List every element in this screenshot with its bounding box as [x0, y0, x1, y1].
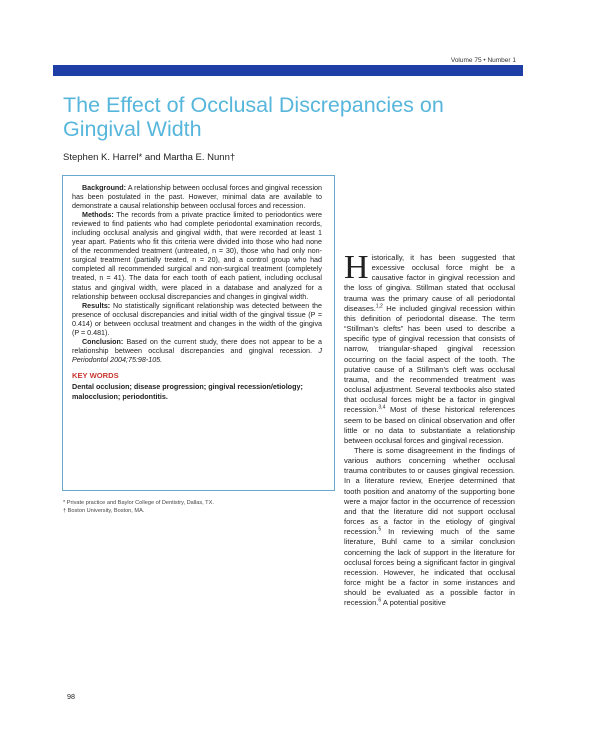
results-label: Results: [82, 301, 111, 310]
body-text: In reviewing much of the same literature, Buhl came to a similar conclusion concerning the lack of support in the literature for occlusal forces being a significant factor in gingival recession. However, he indicated that occlusal force might be a factor in some instances and should be evaluated as a possible factor in recession. [344, 527, 515, 608]
keywords-heading: KEY WORDS [72, 370, 119, 380]
abstract-results [72, 302, 322, 338]
article-title: The Effect of Occlusal Discrepancies on Gingival Width [63, 93, 444, 141]
body-text: Most of these historical references seem to be based on clinical observation and offer little or no data to substantiate a relationship between occlusal forces and gingival recession. [344, 405, 515, 445]
drop-cap: H [344, 249, 369, 286]
body-paragraph-1 [344, 249, 515, 446]
conclusion-text: Based on the current study, there does not appear to be a relationship between occlusal discrepancies and gingival recession. [72, 337, 323, 355]
abstract-background [72, 184, 322, 211]
body-text: He included gingival recession within this definition of periodontal disease. The term “Stillman’s clefts” has been used to describe a specific type of gingival recession that consists of narrow, triangular-shaped gingival recession occurring on the facial aspect of the tooth. The putative cause of a Stillman’s cleft was occlusal trauma, and the recommended treatment was occlusal adjustment. Several textbooks also stated that occlusal forces might be a factor in gingival recession. [344, 303, 515, 415]
reference: 6 [378, 597, 382, 604]
conclusion-label: Conclusion: [82, 337, 124, 346]
keywords: Dental occlusion; disease progression; gingival recession/etiology; malocclusion; periodontitis. [72, 381, 303, 401]
body-column [344, 249, 515, 608]
abstract-conclusion [72, 338, 322, 365]
body-text: istorically, it has been suggested that excessive occlusal force might be a causative factor in gingival recession and the loss of gingiva. Stillman stated that occlusal trauma was the primary cause of all periodontal diseases. [344, 253, 515, 313]
background-text: A relationship between occlusal forces and gingival recession has been postulated in the past. However, minimal data are available to demonstrate a causal relationship between occlusal forces and recession. [72, 184, 322, 211]
footnote-2: † Boston University, Boston, MA. [63, 508, 145, 514]
abstract-box [62, 175, 335, 491]
body-text: There is some disagreement in the findings of various authors concerning whether occlusal trauma contributes to or causes gingival recession. In a literature review, Enerjee determined that tooth position and anatomy of the supporting bone were a major factor in the occurrence of recession and that the literature did not support occlusal forces as a factor in the etiology of gingival recession. [344, 445, 515, 537]
methods-label: Methods: [82, 211, 114, 220]
page-number: 98 [67, 692, 75, 701]
abstract-content [72, 184, 322, 402]
citation: J Periodontol 2004;75:98-105. [72, 346, 322, 364]
article-authors: Stephen K. Harrel* and Martha E. Nunn† [63, 152, 236, 163]
reference: 3,4 [378, 404, 386, 411]
body-paragraph-2 [344, 446, 515, 609]
abstract-methods [72, 211, 322, 301]
background-label: Background: [82, 184, 127, 192]
header-bar [53, 65, 523, 76]
reference: 5 [378, 526, 382, 533]
body-text: A potential positive [381, 598, 446, 608]
footnote-1: * Private practice and Baylor College of Dentistry, Dallas, TX. [63, 500, 214, 506]
volume-issue: Volume 75 • Number 1 [450, 57, 516, 64]
methods-text: The records from a private practice limited to periodontics were reviewed to find patients who had complete periodontal examination records, including occlusal analysis and gingival width, that were recorded at least 1 year apart. Patients who fit this criteria were divided into those who had none of the recommended treatment (untreated, n = 30), those who had only non-surgical treatment (partially treated, n = 20), and a control group who had completed all recommended surgical and non-surgical treatment (completely treated, n = 41). The data for each tooth of each patient, including occlusal status and gingival width, were placed in a database and analyzed for a relationship between occlusal discrepancies and changes in gingival width. [72, 211, 322, 301]
reference: 1,2 [375, 303, 383, 310]
footnotes [63, 499, 214, 515]
results-text: No statistically significant relationship was detected between the presence of occlusal discrepancies and initial width of the gingival tissue (P = 0.414) or between occlusal treatment and changes in the width of the gingiva (P = 0.481). [72, 301, 322, 337]
